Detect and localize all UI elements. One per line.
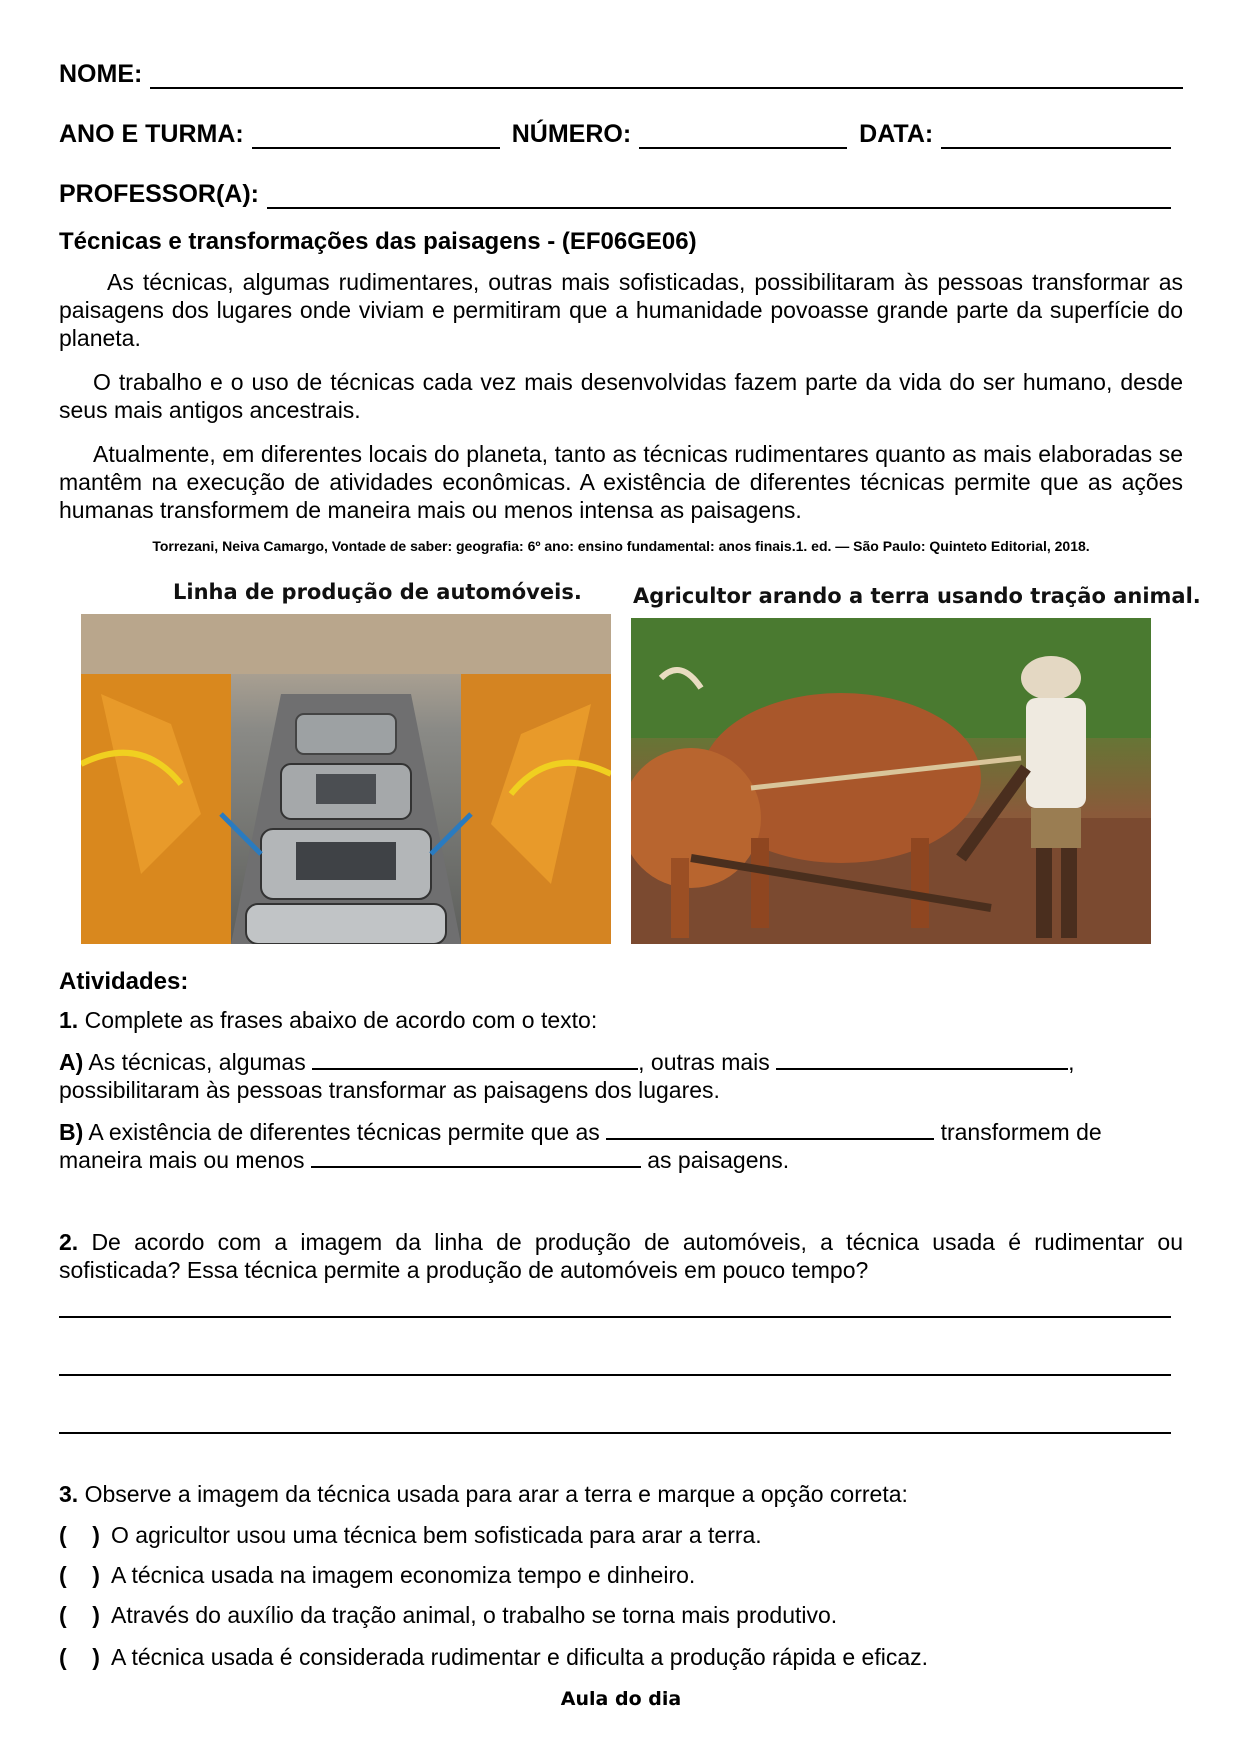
option-2-text: A técnica usada na imagem economiza tempo e dinheiro. — [111, 1562, 696, 1588]
option-4-text: A técnica usada é considerada rudimentar e dificulta a produção rápida e eficaz. — [111, 1644, 929, 1670]
question-1a-label: A) — [59, 1049, 84, 1075]
professor-label: PROFESSOR(A): — [59, 180, 259, 208]
answer-line-1[interactable] — [59, 1316, 1171, 1318]
option-3-checkbox[interactable]: ( ) — [59, 1602, 100, 1628]
citation: Torrezani, Neiva Camargo, Vontade de saber: geografia: 6º ano: ensino fundamental: anos finais.1. ed. — São Paulo: Quinteto Editorial, 2018. — [152, 538, 1090, 554]
question-1b-blank-1[interactable] — [606, 1118, 934, 1140]
question-2 — [59, 1228, 1183, 1284]
question-1b-label: B) — [59, 1119, 84, 1145]
question-3 — [59, 1480, 1183, 1508]
answer-line-2[interactable] — [59, 1374, 1171, 1376]
question-1a-blank-1[interactable] — [312, 1048, 638, 1070]
footer-label: Aula do dia — [560, 1688, 682, 1710]
paragraph-2: O trabalho e o uso de técnicas cada vez mais desenvolvidas fazem parte da vida do ser humano, desde seus mais antigos ancestrais. — [59, 369, 1183, 423]
question-3-text: Observe a imagem da técnica usada para arar a terra e marque a opção correta: — [84, 1481, 908, 1507]
question-1b — [59, 1118, 1183, 1174]
question-2-text: De acordo com a imagem da linha de produção de automóveis, a técnica usada é rudimentar ou sofisticada? Essa técnica permite a produção de automóveis em pouco tempo? — [59, 1229, 1183, 1283]
paragraph-1: As técnicas, algumas rudimentares, outras mais sofisticadas, possibilitaram às pessoas transformar as paisagens dos lugares onde viviam e permitiram que a humanidade povoasse grande parte da superfície do planeta. — [59, 269, 1183, 351]
animal-traction-photo — [631, 618, 1151, 944]
option-2-checkbox[interactable]: ( ) — [59, 1562, 100, 1588]
question-1a-part4: possibilitaram às pessoas transformar as paisagens dos lugares. — [59, 1077, 720, 1103]
numero-label: NÚMERO: — [511, 120, 632, 148]
question-1a-part2: , outras mais — [638, 1049, 770, 1075]
question-3-number: 3. — [59, 1481, 79, 1507]
car-figure-caption: Linha de produção de automóveis. — [173, 580, 582, 604]
question-1b-part1: A existência de diferentes técnicas permite que as — [88, 1119, 600, 1145]
answer-line-3[interactable] — [59, 1432, 1171, 1434]
question-3-option-3[interactable] — [59, 1602, 837, 1629]
question-3-option-1[interactable] — [59, 1522, 762, 1549]
class-row — [59, 120, 1183, 149]
numero-field[interactable] — [639, 121, 847, 149]
option-1-checkbox[interactable]: ( ) — [59, 1522, 100, 1548]
teacher-row — [59, 180, 1183, 209]
option-1-text: O agricultor usou uma técnica bem sofisticada para arar a terra. — [111, 1522, 762, 1548]
question-1b-part4: as paisagens. — [647, 1147, 790, 1173]
nome-label: NOME: — [59, 60, 143, 88]
worksheet-title: Técnicas e transformações das paisagens - (EF06GE06) — [59, 228, 697, 255]
name-row — [59, 60, 1183, 89]
figure-animal-traction — [631, 580, 1201, 944]
question-1-number: 1. — [59, 1007, 79, 1033]
question-1b-part2: transformem de — [940, 1119, 1102, 1145]
question-1a — [59, 1048, 1183, 1104]
question-2-number: 2. — [59, 1229, 79, 1255]
question-1a-blank-2[interactable] — [776, 1048, 1068, 1070]
paragraph-3: Atualmente, em diferentes locais do planeta, tanto as técnicas rudimentares quanto as mais elaboradas se mantêm na execução de atividades econômicas. A existência de diferentes técnicas permite que as ações humanas transformem de maneira mais ou menos intensa as paisagens. — [59, 441, 1183, 523]
car-production-photo — [81, 614, 611, 944]
animal-traction-illustration — [631, 618, 1151, 944]
activities-heading: Atividades: — [59, 968, 189, 995]
question-3-option-4[interactable] — [59, 1644, 928, 1671]
data-label: DATA: — [859, 120, 934, 148]
question-1b-part3: maneira mais ou menos — [59, 1147, 305, 1173]
question-1a-part3: , — [1068, 1049, 1075, 1075]
question-1 — [59, 1006, 1183, 1034]
professor-field[interactable] — [267, 181, 1171, 209]
car-production-illustration — [81, 614, 611, 944]
question-1-text: Complete as frases abaixo de acordo com o texto: — [84, 1007, 598, 1033]
data-field[interactable] — [941, 121, 1171, 149]
ano-turma-label: ANO E TURMA: — [59, 120, 244, 148]
option-3-text: Através do auxílio da tração animal, o trabalho se torna mais produtivo. — [111, 1602, 838, 1628]
plough-figure-caption: Agricultor arando a terra usando tração animal. — [633, 584, 1201, 608]
question-1a-part1: As técnicas, algumas — [88, 1049, 306, 1075]
question-3-option-2[interactable] — [59, 1562, 695, 1589]
option-4-checkbox[interactable]: ( ) — [59, 1644, 100, 1670]
nome-field[interactable] — [150, 61, 1183, 89]
ano-turma-field[interactable] — [252, 121, 500, 149]
figure-car-production — [81, 580, 611, 944]
question-1b-blank-2[interactable] — [311, 1146, 641, 1168]
